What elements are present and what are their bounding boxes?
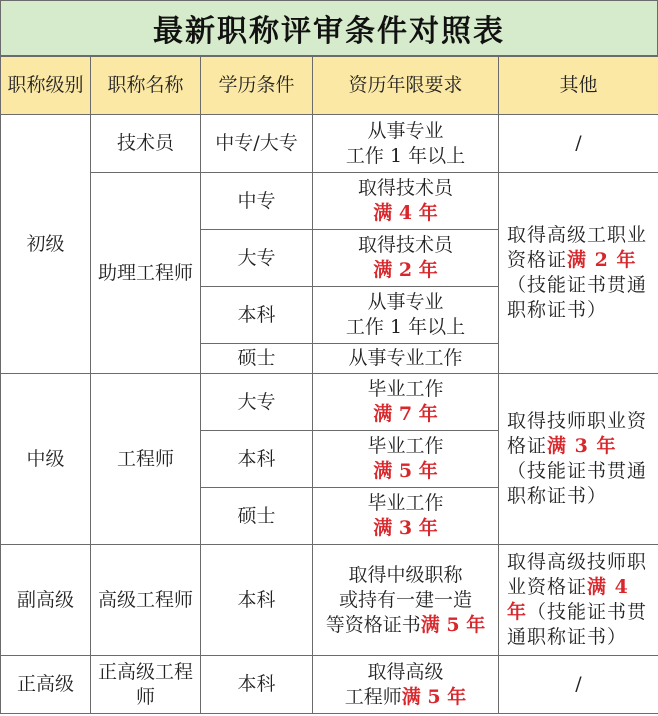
req-line: 毕业工作	[367, 435, 444, 457]
edu-cell: 硕士	[201, 344, 313, 374]
note-text: （技能证书贯通职称证书）	[507, 274, 648, 321]
req-line: 从事专业	[367, 119, 444, 142]
req-highlight: 满 5 年	[401, 685, 467, 708]
note-text: （技能证书贯通职称证书）	[507, 460, 648, 507]
note-text: 取得高级工职业资格证	[507, 224, 648, 271]
req-cell	[313, 173, 499, 230]
edu-cell: 大专	[201, 230, 313, 287]
level-cell-mid: 中级	[1, 374, 91, 545]
req-highlight: 满 3 年	[373, 517, 438, 539]
req-highlight: 满 4 年	[373, 202, 438, 224]
req-cell	[313, 115, 499, 173]
req-highlight: 满 2 年	[373, 259, 438, 281]
edu-cell: 本科	[201, 656, 313, 714]
table-row	[1, 656, 658, 714]
note-text: 取得技师职业资格证	[507, 410, 648, 457]
note-highlight: 满 2 年	[567, 249, 637, 271]
conditions-table	[0, 56, 658, 714]
table-row	[1, 545, 658, 656]
req-line	[315, 613, 496, 638]
edu-cell: 本科	[201, 431, 313, 488]
req-line: 工作 1 年以上	[345, 316, 466, 338]
req-line: 从事专业	[367, 291, 444, 313]
req-highlight: 满 5 年	[420, 613, 486, 636]
req-line: 取得技术员	[357, 177, 453, 199]
other-note-assoc-senior	[499, 545, 658, 656]
other-cell: /	[499, 115, 658, 173]
edu-cell: 本科	[201, 287, 313, 344]
header-level: 职称级别	[1, 57, 91, 115]
header-education: 学历条件	[201, 57, 313, 115]
req-text: 等资格证书	[325, 613, 421, 636]
edu-cell: 大专	[201, 374, 313, 431]
req-line: 毕业工作	[367, 492, 444, 514]
table-row	[1, 173, 658, 230]
level-cell-junior: 初级	[1, 115, 91, 374]
req-highlight: 满 5 年	[373, 460, 438, 482]
note-text: 取得高级技师职业资格证	[507, 551, 648, 598]
req-cell	[313, 287, 499, 344]
req-highlight: 满 7 年	[373, 403, 438, 425]
header-requirement: 资历年限要求	[313, 57, 499, 115]
other-note-junior	[499, 173, 658, 374]
table-row	[1, 115, 658, 173]
header-other: 其他	[499, 57, 658, 115]
header-row	[1, 57, 658, 115]
edu-cell: 硕士	[201, 488, 313, 545]
edu-cell: 本科	[201, 545, 313, 656]
title-cell-prof-engineer: 正高级工程师	[91, 656, 201, 714]
other-cell: /	[499, 656, 658, 714]
page-title: 最新职称评审条件对照表	[0, 0, 658, 56]
req-cell	[313, 656, 499, 714]
req-cell	[313, 431, 499, 488]
level-cell-assoc-senior: 副高级	[1, 545, 91, 656]
req-line: 取得高级	[367, 660, 444, 683]
req-line: 或持有一建一造	[338, 588, 472, 611]
other-note-mid	[499, 374, 658, 545]
header-title-name: 职称名称	[91, 57, 201, 115]
req-line	[315, 685, 496, 710]
note-highlight: 满 3 年	[547, 435, 617, 457]
req-line: 工作 1 年以上	[345, 144, 466, 167]
title-cell-senior-engineer: 高级工程师	[91, 545, 201, 656]
req-line: 取得技术员	[357, 234, 453, 256]
req-cell	[313, 545, 499, 656]
title-cell-technician: 技术员	[91, 115, 201, 173]
edu-cell: 中专	[201, 173, 313, 230]
note-text: （技能证书贯通职称证书）	[507, 601, 648, 648]
req-cell	[313, 488, 499, 545]
edu-cell: 中专/大专	[201, 115, 313, 173]
title-cell-asst-engineer: 助理工程师	[91, 173, 201, 374]
req-cell	[313, 374, 499, 431]
req-line: 毕业工作	[367, 378, 444, 400]
req-cell	[313, 230, 499, 287]
level-cell-senior: 正高级	[1, 656, 91, 714]
title-cell-engineer: 工程师	[91, 374, 201, 545]
req-line: 取得中级职称	[348, 563, 463, 586]
table-row	[1, 374, 658, 431]
req-cell: 从事专业工作	[313, 344, 499, 374]
note-highlight: 满 4 年	[507, 576, 629, 623]
req-text: 工程师	[344, 685, 402, 708]
